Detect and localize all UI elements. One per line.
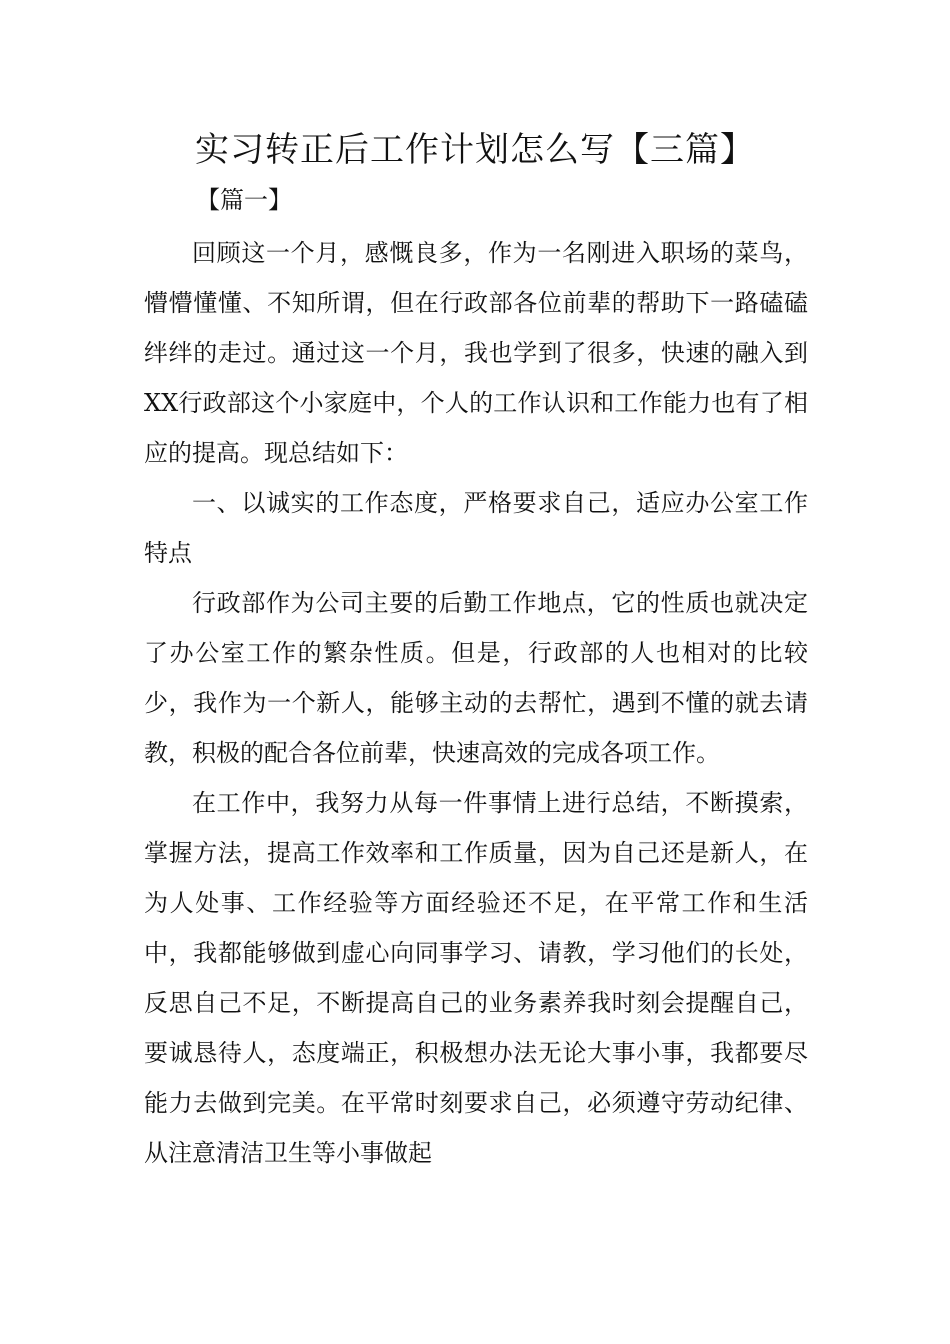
paragraph: 一、以诚实的工作态度，严格要求自己，适应办公室工作特点 <box>144 489 808 567</box>
paragraph: 在工作中，我努力从每一件事情上进行总结，不断摸索，掌握方法，提高工作效率和工作质量，因为自己还是新人，在为人处事、工作经验等方面经验还不足，在平常工作和生活中，我都能够做到虚心向同事学习、请教，学习他们的长处，反思自己不足，不断提高自己的业务素养我时刻会提醒自己，要诚恳待人，态度端正，积极想办法无论大事小事，我都要尽能力去做到完美。在平常时刻要求自己，必须遵守劳动纪律、从注意清洁卫生等小事做起 <box>144 789 808 1167</box>
document-body <box>144 228 808 1178</box>
document-title: 实习转正后工作计划怎么写【三篇】 <box>195 130 755 170</box>
paragraph: 行政部作为公司主要的后勤工作地点，它的性质也就决定了办公室工作的繁杂性质。但是，行政部的人也相对的比较少，我作为一个新人，能够主动的去帮忙，遇到不懂的就去请教，积极的配合各位前辈，快速高效的完成各项工作。 <box>144 589 808 767</box>
section-label: 【篇一】 <box>196 186 292 214</box>
paragraph: 回顾这一个月，感慨良多，作为一名刚进入职场的菜鸟，懵懵懂懂、不知所谓，但在行政部各位前辈的帮助下一路磕磕绊绊的走过。通过这一个月，我也学到了很多，快速的融入到XX行政部这个小家庭中，个人的工作认识和工作能力也有了相应的提高。现总结如下： <box>144 239 808 467</box>
